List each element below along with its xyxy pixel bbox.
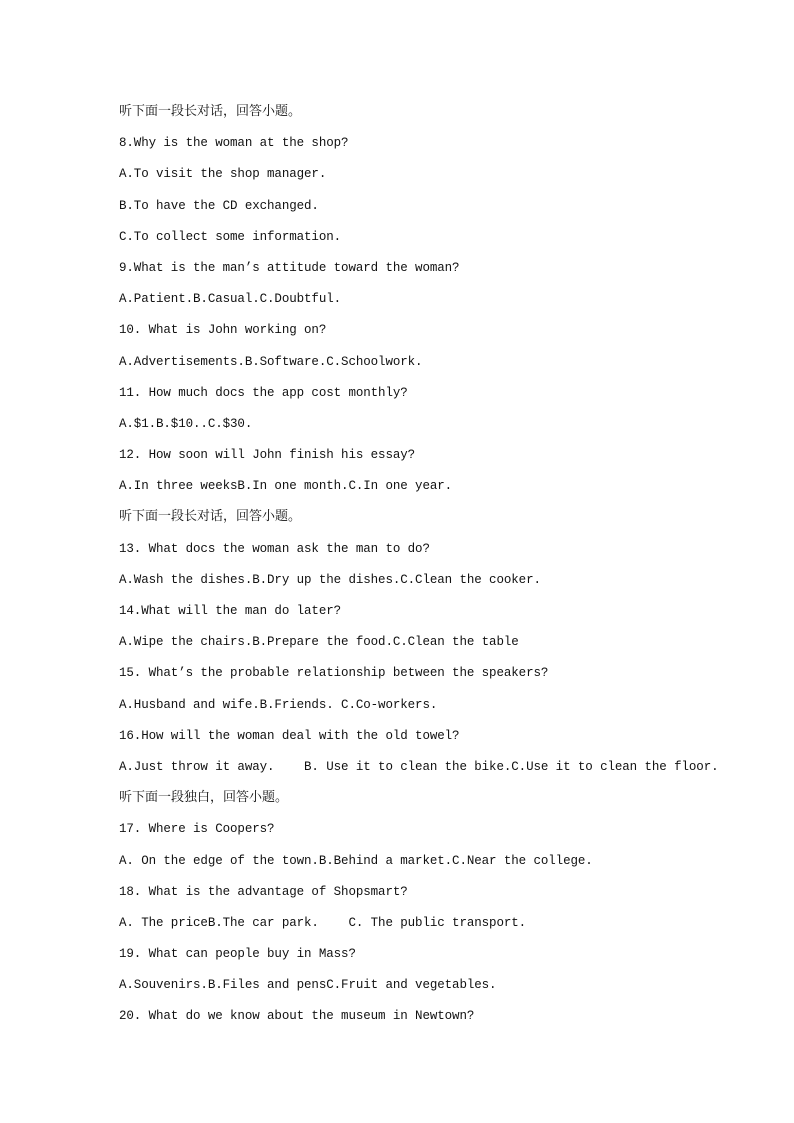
question-16: 16.How will the woman deal with the old towel?	[119, 728, 460, 743]
question-10: 10. What is John working on?	[119, 323, 327, 338]
document-body	[119, 101, 719, 1037]
options-13: A.Wash the dishes.B.Dry up the dishes.C.Clean the cooker.	[119, 572, 541, 587]
option-8b: B.To have the CD exchanged.	[119, 198, 319, 213]
section-heading-long-dialogue-2: 听下面一段长对话，回答小题。	[119, 509, 302, 525]
section-heading-long-dialogue-1: 听下面一段长对话，回答小题。	[119, 104, 302, 119]
question-19: 19. What can people buy in Mass?	[119, 947, 356, 962]
options-19: A.Souvenirs.B.Files and pensC.Fruit and vegetables.	[119, 978, 497, 993]
question-15: 15. What’s the probable relationship between the speakers?	[119, 666, 549, 681]
options-15: A.Husband and wife.B.Friends. C.Co-workers.	[119, 697, 438, 712]
question-18: 18. What is the advantage of Shopsmart?	[119, 884, 408, 899]
question-9: 9.What is the man’s attitude toward the woman?	[119, 260, 460, 275]
options-16: A.Just throw it away. B. Use it to clean the bike.C.Use it to clean the floor.	[119, 759, 719, 774]
section-heading-monologue: 听下面一段独白，回答小题。	[119, 790, 289, 806]
question-20: 20. What do we know about the museum in Newtown?	[119, 1009, 475, 1024]
question-8: 8.Why is the woman at the shop?	[119, 136, 349, 151]
options-10: A.Advertisements.B.Software.C.Schoolwork.	[119, 354, 423, 369]
options-18: A. The priceB.The car park. C. The public transport.	[119, 915, 527, 930]
question-12: 12. How soon will John finish his essay?	[119, 448, 416, 463]
options-14: A.Wipe the chairs.B.Prepare the food.C.Clean the table	[119, 635, 519, 650]
options-9: A.Patient.B.Casual.C.Doubtful.	[119, 292, 342, 307]
options-17: A. On the edge of the town.B.Behind a market.C.Near the college.	[119, 853, 593, 868]
question-14: 14.What will the man do later?	[119, 604, 342, 618]
options-12: A.In three weeksB.In one month.C.In one year.	[119, 479, 453, 494]
question-17: 17. Where is Coopers?	[119, 822, 275, 837]
question-13: 13. What docs the woman ask the man to do?	[119, 541, 430, 556]
options-11: A.$1.B.$10..C.$30.	[119, 416, 253, 431]
option-8c: C.To collect some information.	[119, 229, 342, 244]
question-11: 11. How much docs the app cost monthly?	[119, 385, 408, 400]
option-8a: A.To visit the shop manager.	[119, 167, 327, 182]
